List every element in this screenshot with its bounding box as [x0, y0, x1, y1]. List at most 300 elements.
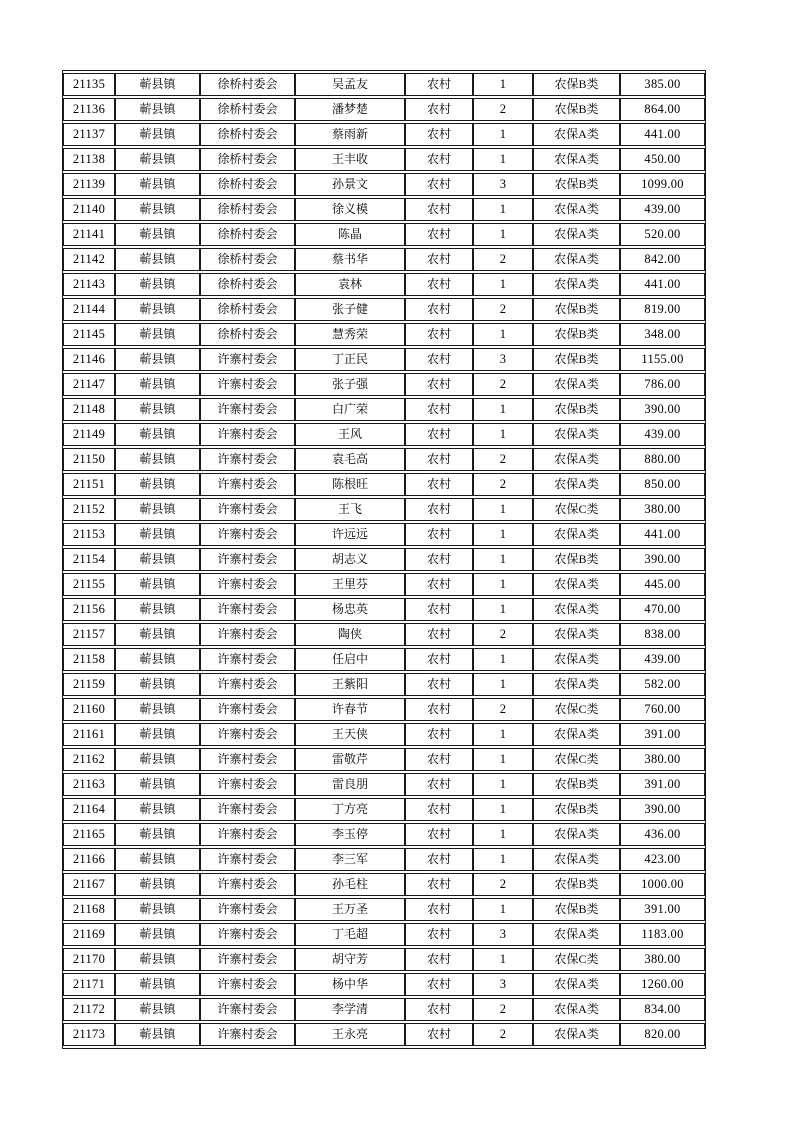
insurance-category-cell: 农保A类 [533, 273, 620, 296]
count-cell: 2 [473, 698, 533, 721]
insurance-category-cell: 农保C类 [533, 698, 620, 721]
record-id-cell: 21137 [63, 123, 115, 146]
table-row [63, 473, 705, 496]
amount-cell: 1099.00 [620, 173, 705, 196]
count-cell: 3 [473, 348, 533, 371]
record-id-cell: 21144 [63, 298, 115, 321]
count-cell: 2 [473, 623, 533, 646]
count-cell: 2 [473, 473, 533, 496]
insurance-category-cell: 农保A类 [533, 1023, 620, 1046]
record-id-cell: 21156 [63, 598, 115, 621]
person-name-cell: 孙毛柱 [295, 873, 405, 896]
town-cell: 蕲县镇 [115, 623, 200, 646]
table-row [63, 673, 705, 696]
amount-cell: 380.00 [620, 498, 705, 521]
count-cell: 1 [473, 598, 533, 621]
person-name-cell: 王天侠 [295, 723, 405, 746]
town-cell: 蕲县镇 [115, 123, 200, 146]
person-name-cell: 许远远 [295, 523, 405, 546]
insurance-category-cell: 农保A类 [533, 523, 620, 546]
town-cell: 蕲县镇 [115, 423, 200, 446]
amount-cell: 391.00 [620, 723, 705, 746]
village-committee-cell: 徐桥村委会 [200, 173, 295, 196]
town-cell: 蕲县镇 [115, 223, 200, 246]
record-id-cell: 21155 [63, 573, 115, 596]
town-cell: 蕲县镇 [115, 548, 200, 571]
count-cell: 1 [473, 823, 533, 846]
record-id-cell: 21154 [63, 548, 115, 571]
amount-cell: 1260.00 [620, 973, 705, 996]
record-id-cell: 21138 [63, 148, 115, 171]
residence-type-cell: 农村 [405, 623, 473, 646]
count-cell: 1 [473, 148, 533, 171]
village-committee-cell: 许寨村委会 [200, 823, 295, 846]
table-row [63, 648, 705, 671]
amount-cell: 439.00 [620, 423, 705, 446]
record-id-cell: 21135 [63, 73, 115, 96]
insurance-category-cell: 农保A类 [533, 848, 620, 871]
person-name-cell: 王风 [295, 423, 405, 446]
town-cell: 蕲县镇 [115, 498, 200, 521]
count-cell: 1 [473, 523, 533, 546]
town-cell: 蕲县镇 [115, 798, 200, 821]
insurance-category-cell: 农保A类 [533, 823, 620, 846]
person-name-cell: 李学清 [295, 998, 405, 1021]
person-name-cell: 王飞 [295, 498, 405, 521]
residence-type-cell: 农村 [405, 748, 473, 771]
amount-cell: 850.00 [620, 473, 705, 496]
amount-cell: 1000.00 [620, 873, 705, 896]
table-row [63, 448, 705, 471]
table-row [63, 123, 705, 146]
record-id-cell: 21164 [63, 798, 115, 821]
residence-type-cell: 农村 [405, 423, 473, 446]
record-id-cell: 21168 [63, 898, 115, 921]
town-cell: 蕲县镇 [115, 348, 200, 371]
count-cell: 2 [473, 873, 533, 896]
count-cell: 1 [473, 798, 533, 821]
residence-type-cell: 农村 [405, 723, 473, 746]
count-cell: 1 [473, 898, 533, 921]
town-cell: 蕲县镇 [115, 598, 200, 621]
record-id-cell: 21159 [63, 673, 115, 696]
village-committee-cell: 许寨村委会 [200, 998, 295, 1021]
amount-cell: 348.00 [620, 323, 705, 346]
village-committee-cell: 许寨村委会 [200, 348, 295, 371]
count-cell: 2 [473, 98, 533, 121]
table-row [63, 298, 705, 321]
table-row [63, 523, 705, 546]
record-id-cell: 21169 [63, 923, 115, 946]
table-row [63, 548, 705, 571]
town-cell: 蕲县镇 [115, 298, 200, 321]
record-id-cell: 21153 [63, 523, 115, 546]
town-cell: 蕲县镇 [115, 698, 200, 721]
residence-type-cell: 农村 [405, 923, 473, 946]
record-id-cell: 21173 [63, 1023, 115, 1046]
person-name-cell: 白广荣 [295, 398, 405, 421]
town-cell: 蕲县镇 [115, 373, 200, 396]
residence-type-cell: 农村 [405, 98, 473, 121]
insurance-category-cell: 农保A类 [533, 223, 620, 246]
residence-type-cell: 农村 [405, 998, 473, 1021]
table-row [63, 273, 705, 296]
residence-type-cell: 农村 [405, 673, 473, 696]
insurance-category-cell: 农保B类 [533, 73, 620, 96]
table-row [63, 898, 705, 921]
village-committee-cell: 许寨村委会 [200, 773, 295, 796]
insurance-category-cell: 农保B类 [533, 398, 620, 421]
village-committee-cell: 许寨村委会 [200, 598, 295, 621]
person-name-cell: 许春节 [295, 698, 405, 721]
residence-type-cell: 农村 [405, 273, 473, 296]
town-cell: 蕲县镇 [115, 723, 200, 746]
village-committee-cell: 许寨村委会 [200, 448, 295, 471]
amount-cell: 391.00 [620, 773, 705, 796]
residence-type-cell: 农村 [405, 498, 473, 521]
table-row [63, 823, 705, 846]
insurance-category-cell: 农保A类 [533, 598, 620, 621]
insurance-category-cell: 农保A类 [533, 723, 620, 746]
amount-cell: 445.00 [620, 573, 705, 596]
village-committee-cell: 徐桥村委会 [200, 98, 295, 121]
village-committee-cell: 许寨村委会 [200, 623, 295, 646]
residence-type-cell: 农村 [405, 773, 473, 796]
record-id-cell: 21147 [63, 373, 115, 396]
table-row [63, 798, 705, 821]
table-row [63, 598, 705, 621]
town-cell: 蕲县镇 [115, 573, 200, 596]
person-name-cell: 陶侠 [295, 623, 405, 646]
count-cell: 1 [473, 773, 533, 796]
village-committee-cell: 许寨村委会 [200, 498, 295, 521]
count-cell: 2 [473, 1023, 533, 1046]
insurance-category-cell: 农保B类 [533, 323, 620, 346]
residence-type-cell: 农村 [405, 1023, 473, 1046]
table-row [63, 348, 705, 371]
table-row [63, 1023, 705, 1046]
insurance-category-cell: 农保C类 [533, 498, 620, 521]
record-id-cell: 21165 [63, 823, 115, 846]
residence-type-cell: 农村 [405, 173, 473, 196]
table-row [63, 98, 705, 121]
table-row [63, 248, 705, 271]
village-committee-cell: 许寨村委会 [200, 673, 295, 696]
amount-cell: 1183.00 [620, 923, 705, 946]
table-row [63, 73, 705, 96]
residence-type-cell: 农村 [405, 73, 473, 96]
record-id-cell: 21139 [63, 173, 115, 196]
village-committee-cell: 许寨村委会 [200, 373, 295, 396]
town-cell: 蕲县镇 [115, 648, 200, 671]
residence-type-cell: 农村 [405, 873, 473, 896]
table-row [63, 623, 705, 646]
village-committee-cell: 许寨村委会 [200, 1023, 295, 1046]
town-cell: 蕲县镇 [115, 273, 200, 296]
person-name-cell: 李三军 [295, 848, 405, 871]
person-name-cell: 张子强 [295, 373, 405, 396]
insurance-category-cell: 农保A类 [533, 923, 620, 946]
residence-type-cell: 农村 [405, 248, 473, 271]
amount-cell: 819.00 [620, 298, 705, 321]
count-cell: 1 [473, 548, 533, 571]
town-cell: 蕲县镇 [115, 873, 200, 896]
village-committee-cell: 徐桥村委会 [200, 273, 295, 296]
residence-type-cell: 农村 [405, 973, 473, 996]
record-id-cell: 21160 [63, 698, 115, 721]
village-committee-cell: 许寨村委会 [200, 798, 295, 821]
insurance-category-cell: 农保A类 [533, 123, 620, 146]
person-name-cell: 雷良朋 [295, 773, 405, 796]
insurance-category-cell: 农保B类 [533, 873, 620, 896]
residence-type-cell: 农村 [405, 298, 473, 321]
town-cell: 蕲县镇 [115, 523, 200, 546]
table-row [63, 573, 705, 596]
table-row [63, 223, 705, 246]
person-name-cell: 吴孟友 [295, 73, 405, 96]
table-row [63, 698, 705, 721]
person-name-cell: 徐义模 [295, 198, 405, 221]
amount-cell: 842.00 [620, 248, 705, 271]
insurance-category-cell: 农保B类 [533, 298, 620, 321]
town-cell: 蕲县镇 [115, 673, 200, 696]
count-cell: 1 [473, 498, 533, 521]
count-cell: 1 [473, 648, 533, 671]
table-row [63, 173, 705, 196]
village-committee-cell: 许寨村委会 [200, 898, 295, 921]
amount-cell: 1155.00 [620, 348, 705, 371]
record-id-cell: 21148 [63, 398, 115, 421]
record-id-cell: 21152 [63, 498, 115, 521]
person-name-cell: 王里芬 [295, 573, 405, 596]
person-name-cell: 杨忠英 [295, 598, 405, 621]
town-cell: 蕲县镇 [115, 248, 200, 271]
village-committee-cell: 许寨村委会 [200, 973, 295, 996]
village-committee-cell: 许寨村委会 [200, 423, 295, 446]
residence-type-cell: 农村 [405, 348, 473, 371]
count-cell: 1 [473, 948, 533, 971]
count-cell: 2 [473, 248, 533, 271]
record-id-cell: 21172 [63, 998, 115, 1021]
amount-cell: 439.00 [620, 198, 705, 221]
person-name-cell: 蔡雨新 [295, 123, 405, 146]
town-cell: 蕲县镇 [115, 998, 200, 1021]
residence-type-cell: 农村 [405, 848, 473, 871]
village-committee-cell: 许寨村委会 [200, 398, 295, 421]
village-committee-cell: 徐桥村委会 [200, 123, 295, 146]
amount-cell: 864.00 [620, 98, 705, 121]
table-body [63, 73, 705, 1046]
amount-cell: 390.00 [620, 398, 705, 421]
count-cell: 3 [473, 923, 533, 946]
insurance-category-cell: 农保B类 [533, 548, 620, 571]
residence-type-cell: 农村 [405, 448, 473, 471]
village-committee-cell: 许寨村委会 [200, 473, 295, 496]
village-committee-cell: 徐桥村委会 [200, 198, 295, 221]
record-id-cell: 21141 [63, 223, 115, 246]
insurance-category-cell: 农保B类 [533, 348, 620, 371]
residence-type-cell: 农村 [405, 948, 473, 971]
amount-cell: 760.00 [620, 698, 705, 721]
insurance-category-cell: 农保A类 [533, 623, 620, 646]
amount-cell: 470.00 [620, 598, 705, 621]
person-name-cell: 杨中华 [295, 973, 405, 996]
amount-cell: 834.00 [620, 998, 705, 1021]
village-committee-cell: 徐桥村委会 [200, 148, 295, 171]
village-committee-cell: 许寨村委会 [200, 723, 295, 746]
insurance-category-cell: 农保A类 [533, 573, 620, 596]
town-cell: 蕲县镇 [115, 98, 200, 121]
table-row [63, 323, 705, 346]
village-committee-cell: 许寨村委会 [200, 548, 295, 571]
village-committee-cell: 许寨村委会 [200, 923, 295, 946]
town-cell: 蕲县镇 [115, 848, 200, 871]
table-row [63, 498, 705, 521]
table-row [63, 423, 705, 446]
residence-type-cell: 农村 [405, 398, 473, 421]
insurance-category-cell: 农保B类 [533, 173, 620, 196]
insurance-category-cell: 农保A类 [533, 423, 620, 446]
amount-cell: 390.00 [620, 548, 705, 571]
amount-cell: 441.00 [620, 123, 705, 146]
record-id-cell: 21150 [63, 448, 115, 471]
table-row [63, 373, 705, 396]
record-id-cell: 21157 [63, 623, 115, 646]
insurance-category-cell: 农保A类 [533, 473, 620, 496]
count-cell: 1 [473, 673, 533, 696]
village-committee-cell: 徐桥村委会 [200, 323, 295, 346]
town-cell: 蕲县镇 [115, 473, 200, 496]
amount-cell: 520.00 [620, 223, 705, 246]
village-committee-cell: 许寨村委会 [200, 573, 295, 596]
amount-cell: 385.00 [620, 73, 705, 96]
record-id-cell: 21171 [63, 973, 115, 996]
person-name-cell: 袁林 [295, 273, 405, 296]
table-row [63, 398, 705, 421]
record-id-cell: 21166 [63, 848, 115, 871]
insurance-category-cell: 农保A类 [533, 373, 620, 396]
amount-cell: 436.00 [620, 823, 705, 846]
amount-cell: 786.00 [620, 373, 705, 396]
residence-type-cell: 农村 [405, 523, 473, 546]
village-committee-cell: 许寨村委会 [200, 948, 295, 971]
village-committee-cell: 徐桥村委会 [200, 298, 295, 321]
count-cell: 1 [473, 398, 533, 421]
person-name-cell: 任启中 [295, 648, 405, 671]
town-cell: 蕲县镇 [115, 748, 200, 771]
town-cell: 蕲县镇 [115, 948, 200, 971]
residence-type-cell: 农村 [405, 823, 473, 846]
amount-cell: 391.00 [620, 898, 705, 921]
count-cell: 1 [473, 123, 533, 146]
town-cell: 蕲县镇 [115, 323, 200, 346]
records-table [62, 70, 706, 1049]
count-cell: 1 [473, 848, 533, 871]
count-cell: 1 [473, 323, 533, 346]
insurance-category-cell: 农保A类 [533, 673, 620, 696]
person-name-cell: 王永亮 [295, 1023, 405, 1046]
count-cell: 1 [473, 748, 533, 771]
table-row [63, 923, 705, 946]
count-cell: 1 [473, 198, 533, 221]
residence-type-cell: 农村 [405, 148, 473, 171]
person-name-cell: 潘梦楚 [295, 98, 405, 121]
person-name-cell: 陈晶 [295, 223, 405, 246]
table-row [63, 723, 705, 746]
town-cell: 蕲县镇 [115, 973, 200, 996]
village-committee-cell: 许寨村委会 [200, 523, 295, 546]
amount-cell: 441.00 [620, 523, 705, 546]
residence-type-cell: 农村 [405, 198, 473, 221]
count-cell: 2 [473, 448, 533, 471]
residence-type-cell: 农村 [405, 323, 473, 346]
residence-type-cell: 农村 [405, 898, 473, 921]
person-name-cell: 王紫阳 [295, 673, 405, 696]
insurance-category-cell: 农保A类 [533, 448, 620, 471]
person-name-cell: 丁正民 [295, 348, 405, 371]
count-cell: 3 [473, 173, 533, 196]
person-name-cell: 王万圣 [295, 898, 405, 921]
record-id-cell: 21158 [63, 648, 115, 671]
record-id-cell: 21140 [63, 198, 115, 221]
person-name-cell: 袁毛高 [295, 448, 405, 471]
insurance-category-cell: 农保A类 [533, 248, 620, 271]
count-cell: 2 [473, 998, 533, 1021]
insurance-category-cell: 农保B类 [533, 898, 620, 921]
person-name-cell: 丁方亮 [295, 798, 405, 821]
village-committee-cell: 徐桥村委会 [200, 248, 295, 271]
town-cell: 蕲县镇 [115, 1023, 200, 1046]
record-id-cell: 21146 [63, 348, 115, 371]
amount-cell: 423.00 [620, 848, 705, 871]
town-cell: 蕲县镇 [115, 898, 200, 921]
person-name-cell: 慧秀荣 [295, 323, 405, 346]
amount-cell: 441.00 [620, 273, 705, 296]
insurance-category-cell: 农保B类 [533, 773, 620, 796]
insurance-category-cell: 农保B类 [533, 798, 620, 821]
record-id-cell: 21151 [63, 473, 115, 496]
residence-type-cell: 农村 [405, 548, 473, 571]
amount-cell: 380.00 [620, 948, 705, 971]
count-cell: 2 [473, 298, 533, 321]
town-cell: 蕲县镇 [115, 923, 200, 946]
table-row [63, 948, 705, 971]
village-committee-cell: 许寨村委会 [200, 648, 295, 671]
record-id-cell: 21149 [63, 423, 115, 446]
person-name-cell: 雷敬芹 [295, 748, 405, 771]
record-id-cell: 21170 [63, 948, 115, 971]
person-name-cell: 张子健 [295, 298, 405, 321]
person-name-cell: 孙景文 [295, 173, 405, 196]
town-cell: 蕲县镇 [115, 773, 200, 796]
table-row [63, 848, 705, 871]
residence-type-cell: 农村 [405, 123, 473, 146]
amount-cell: 880.00 [620, 448, 705, 471]
residence-type-cell: 农村 [405, 648, 473, 671]
count-cell: 1 [473, 223, 533, 246]
record-id-cell: 21162 [63, 748, 115, 771]
record-id-cell: 21145 [63, 323, 115, 346]
village-committee-cell: 许寨村委会 [200, 748, 295, 771]
person-name-cell: 丁毛超 [295, 923, 405, 946]
amount-cell: 390.00 [620, 798, 705, 821]
amount-cell: 450.00 [620, 148, 705, 171]
town-cell: 蕲县镇 [115, 823, 200, 846]
insurance-category-cell: 农保A类 [533, 998, 620, 1021]
residence-type-cell: 农村 [405, 223, 473, 246]
count-cell: 2 [473, 373, 533, 396]
village-committee-cell: 徐桥村委会 [200, 73, 295, 96]
